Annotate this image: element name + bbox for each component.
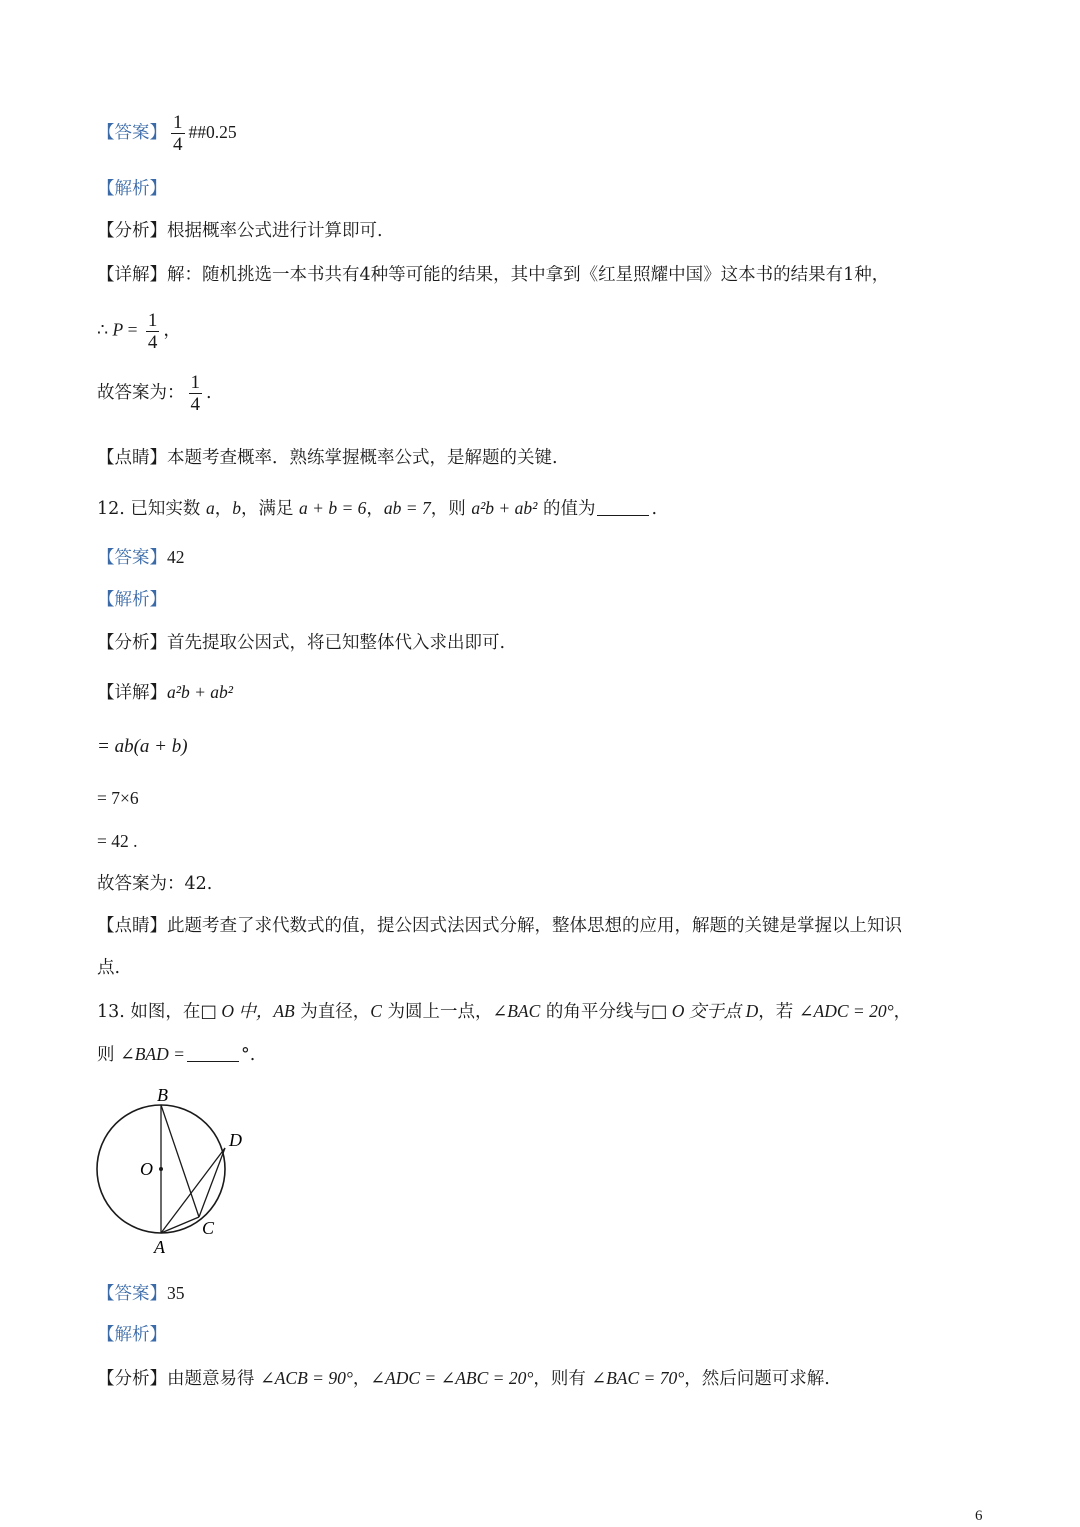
- q13-fenxi-e: ，则有: [533, 1369, 592, 1389]
- numerator: 1: [147, 310, 158, 331]
- var-a: a: [205, 498, 215, 518]
- p-variable: P: [112, 319, 124, 340]
- detail-tag: 【详解】: [97, 265, 167, 285]
- q12-step3: = 7×6: [97, 788, 139, 808]
- result-label: 故答案为：: [97, 383, 185, 403]
- circle-symbol: □: [650, 1002, 668, 1022]
- q12-detail-line: [97, 680, 233, 705]
- denominator: 4: [190, 394, 200, 415]
- q12-stem-d: ，: [366, 499, 384, 519]
- segment-ab: AB: [273, 1001, 295, 1021]
- q13-stem-line2: [97, 1042, 255, 1067]
- numerator: 1: [173, 112, 183, 133]
- q13-analysis-tag: 【解析】: [97, 1325, 167, 1345]
- center-point: [159, 1167, 163, 1171]
- answer-blank: [187, 1045, 239, 1062]
- denominator: 4: [147, 332, 158, 353]
- q11-fenxi-text: 根据概率公式进行计算即可.: [167, 221, 383, 241]
- angle-adc: ∠ADC = 20°: [798, 1001, 894, 1021]
- label-b: B: [157, 1085, 168, 1105]
- answer-blank: [597, 499, 649, 516]
- angle-bac: ∠BAC: [492, 1001, 541, 1021]
- label-o: O: [140, 1159, 153, 1179]
- q13-l1-a: 13. 如图，在: [97, 1002, 201, 1022]
- therefore-symbol: ∴: [97, 319, 113, 340]
- angle-bac-value: ∠BAC = 70°: [591, 1368, 685, 1388]
- q12-comment-text: 此题考查了求代数式的值，提公因式法因式分解，整体思想的应用，解题的关键是掌握以上知识: [167, 916, 902, 936]
- q12-stem-a: 12. 已知实数: [97, 499, 206, 519]
- q12-result: 故答案为：42.: [97, 874, 213, 894]
- q12-stem-f: 的值为: [537, 499, 596, 519]
- answer-tag: 【答案】: [97, 548, 167, 568]
- label-d: D: [229, 1130, 242, 1150]
- target-expression: a²b + ab²: [471, 498, 538, 518]
- point-d: D: [745, 1001, 759, 1021]
- label-a: A: [154, 1237, 165, 1257]
- q12-step4: = 42 .: [97, 831, 138, 851]
- answer-tag: 【答案】: [97, 1284, 167, 1304]
- q13-l1-i: O 交于点: [667, 1001, 746, 1021]
- q13-fenxi-g: ，然后问题可求解.: [684, 1369, 830, 1389]
- segment-ad: [161, 1148, 225, 1233]
- q13-l1-m: ，: [893, 1002, 912, 1022]
- q12-stem-g: .: [651, 499, 658, 519]
- q12-comment-cont: 点.: [97, 958, 121, 978]
- circle-symbol: □: [200, 1002, 217, 1022]
- detail-tag: 【详解】: [97, 683, 167, 703]
- q11-detail-line: [97, 263, 889, 287]
- fenxi-tag: 【分析】: [97, 633, 167, 653]
- fenxi-tag: 【分析】: [97, 221, 167, 241]
- segment-bc: [161, 1105, 199, 1217]
- q12-step2: = ab(a + b): [97, 736, 188, 757]
- q13-fenxi-c: ，: [352, 1369, 371, 1389]
- q13-l2-c: °.: [240, 1045, 256, 1065]
- q12-answer-line: [97, 545, 185, 570]
- q11-fenxi-line: [97, 219, 383, 243]
- q12-stem-c: ，满足: [240, 499, 300, 519]
- q11-p-fraction: [146, 310, 160, 353]
- q12-stem: [97, 496, 657, 521]
- q11-probability-line: [97, 310, 181, 353]
- q11-result-fraction: [189, 372, 203, 415]
- q12-fenxi-line: [97, 631, 505, 655]
- comment-tag: 【点睛】: [97, 916, 167, 936]
- angle-bad: ∠BAD =: [120, 1044, 185, 1064]
- q13-l1-b: O 中，: [216, 1001, 274, 1021]
- comma: ，: [163, 319, 181, 340]
- var-b: b: [232, 498, 241, 518]
- equals: =: [123, 319, 142, 340]
- q12-fenxi-text: 首先提取公因式，将已知整体代入求出即可.: [167, 633, 506, 653]
- q12-step1: a²b + ab²: [167, 682, 234, 702]
- q11-detail-text: 解：随机挑选一本书共有4种等可能的结果，其中拿到《红星照耀中国》这本书的结果有1种，: [167, 265, 890, 285]
- comment-tag: 【点睛】: [97, 448, 167, 468]
- q13-answer-line: [97, 1281, 185, 1306]
- angle-adc-abc: ∠ADC = ∠ABC = 20°: [370, 1368, 534, 1388]
- fenxi-tag: 【分析】: [97, 1369, 167, 1389]
- q13-stem-line1: [97, 999, 911, 1024]
- label-c: C: [202, 1218, 215, 1238]
- point-c: C: [370, 1001, 382, 1021]
- q12-answer-value: 42: [167, 547, 185, 567]
- q13-l2-a: 则: [97, 1045, 121, 1065]
- page-number: 6: [975, 1508, 983, 1524]
- q11-result-line: [97, 372, 212, 415]
- period: .: [206, 383, 212, 403]
- q13-fenxi-line: [97, 1366, 830, 1391]
- q13-fenxi-a: 由题意易得: [167, 1369, 261, 1389]
- condition-product: ab = 7: [383, 498, 431, 518]
- q12-comment-line: [97, 914, 902, 938]
- q11-answer-alt: ##0.25: [188, 122, 237, 142]
- q13-l1-f: 为圆上一点，: [381, 1002, 493, 1022]
- numerator: 1: [190, 372, 200, 393]
- q11-analysis-tag: 【解析】: [97, 179, 167, 199]
- condition-sum: a + b = 6: [299, 498, 367, 518]
- denominator: 4: [173, 134, 183, 155]
- answer-tag: 【答案】: [97, 123, 167, 143]
- q13-l1-h: 的角平分线与: [540, 1002, 651, 1022]
- angle-acb: ∠ACB = 90°: [260, 1368, 353, 1388]
- q13-l1-d: 为直径，: [294, 1002, 371, 1022]
- q11-answer-line: [97, 112, 237, 155]
- circle-figure: [90, 1080, 260, 1260]
- q11-comment-line: [97, 446, 558, 470]
- q13-answer-value: 35: [167, 1283, 185, 1303]
- q11-answer-fraction: [171, 112, 185, 155]
- q13-l1-k: ，若: [758, 1002, 799, 1022]
- q12-stem-e: ，则: [430, 499, 472, 519]
- q12-stem-b: ，: [214, 499, 233, 519]
- q12-analysis-tag: 【解析】: [97, 590, 167, 610]
- q11-comment-text: 本题考查概率．熟练掌握概率公式，是解题的关键.: [167, 448, 558, 468]
